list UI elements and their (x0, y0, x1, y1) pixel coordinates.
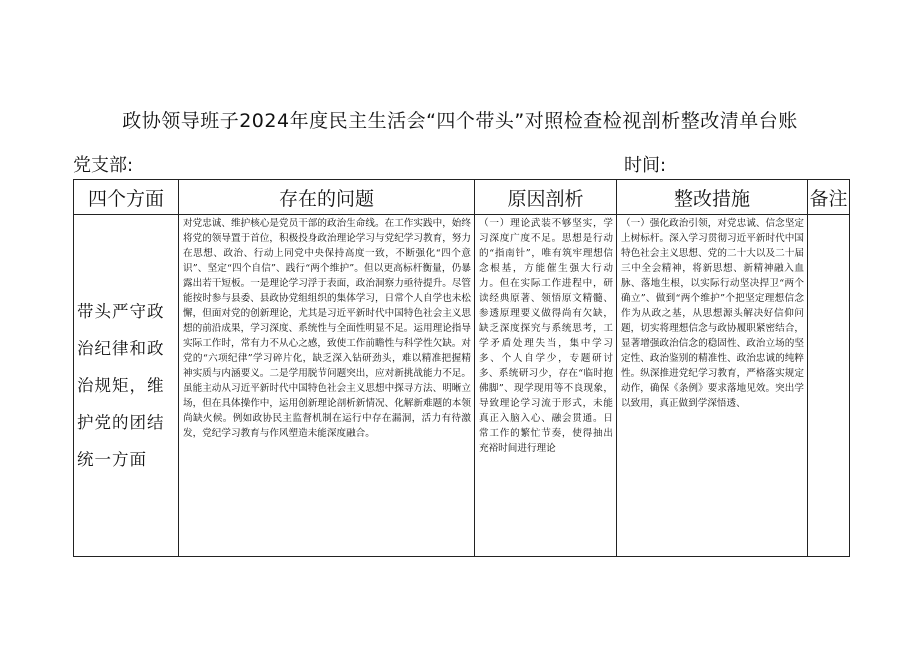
problems-text: 对党忠诚、维护核心是党员干部的政治生命线。在工作实践中，始终将党的领导置于首位，积极投身政治理论学习与党纪学习教育，努力在思想、政治、行动上同党中央保持高度一致，不断强化“四个意识”、坚定“四个自信”、践行“两个维护”。但以更高标杆衡量，仍暴露出若干短板。一是理论学习浮于表面，政治洞察力亟待提升。尽管能按时参与县委、县政协党组组织的集体学习，日常个人自学也未松懈，但面对党的创新理论，尤其是习近平新时代中国特色社会主义思想的前沿成果，学习深度、系统性与全面性明显不足。运用理论指导实际工作时，常有力不从心之感，致使工作前瞻性与科学性欠缺。对党的“六项纪律”学习碎片化，缺乏深入钻研劲头，难以精准把握精神实质与内涵要义。二是学用脱节问题突出，应对新挑战能力不足。虽能主动从习近平新时代中国特色社会主义思想中探寻方法、明晰立场，但在具体操作中，运用创新理论剖析新情况、化解新难题的本领尚缺火候。例如政协民主监督机制在运行中存在漏洞，活力有待激发，党纪学习教育与作风塑造未能深度融合。 (183, 218, 471, 439)
rectification-ledger-table (73, 179, 850, 557)
header-measures: 整改措施 (617, 180, 808, 215)
remarks-text (808, 215, 849, 216)
header-remarks: 备注 (808, 180, 850, 215)
header-problems: 存在的问题 (179, 180, 475, 215)
problems-cell (179, 215, 475, 557)
table-row (74, 215, 850, 557)
document-title: 政协领导班子2024年度民主生活会“四个带头”对照检查检视剖析整改清单台账 (122, 110, 798, 132)
table-header-row (74, 180, 850, 215)
measures-text: （一）强化政治引领，对党忠诚、信念坚定上树标杆。深入学习贯彻习近平新时代中国特色社会主义思想、党的二十大以及二十届三中全会精神，将新思想、新精神融入血脉、落地生根，以实际行动坚决捍卫“两个确立”、做到“两个维护”个把坚定理想信念作为从政之基，从思想源头解决好信仰问题，切实将理想信念与政协履职紧密结合，显著增强政治信念的稳固性、政治立场的坚定性、政治鉴别的精准性、政治忠诚的纯粹性。纵深推进党纪学习教育，严格落实规定动作，确保《条例》要求落地见效。突出学以致用，真正做到学深悟透、 (621, 218, 804, 409)
aspect-text: 带头严守政治纪律和政治规矩，维护党的团结统一方面 (77, 302, 165, 469)
time-label: 时间: (624, 155, 667, 176)
causes-cell (475, 215, 617, 557)
causes-text: （一）理论武装不够坚实，学习深度广度不足。思想是行动的“指南针”，唯有筑牢理想信念根基，方能催生强大行动力。但在实际工作进程中，研读经典原著、领悟原文精髓、参透原理要义做得尚有欠缺，缺乏深度探究与系统思考，工学矛盾处理失当，集中学习多、个人自学少，专题研讨多、系统研习少，存在“临时抱佛脚”、现学现用等不良现象，导致理论学习流于形式，未能真正入脑入心、融会贯通。日常工作的繁忙节奏，使得抽出充裕时间进行理论 (479, 218, 613, 454)
remarks-cell (808, 215, 850, 557)
header-causes: 原因剖析 (475, 180, 617, 215)
header-aspect: 四个方面 (74, 180, 179, 215)
measures-cell (617, 215, 808, 557)
aspect-cell (74, 215, 179, 557)
party-branch-label: 党支部: (73, 155, 134, 176)
